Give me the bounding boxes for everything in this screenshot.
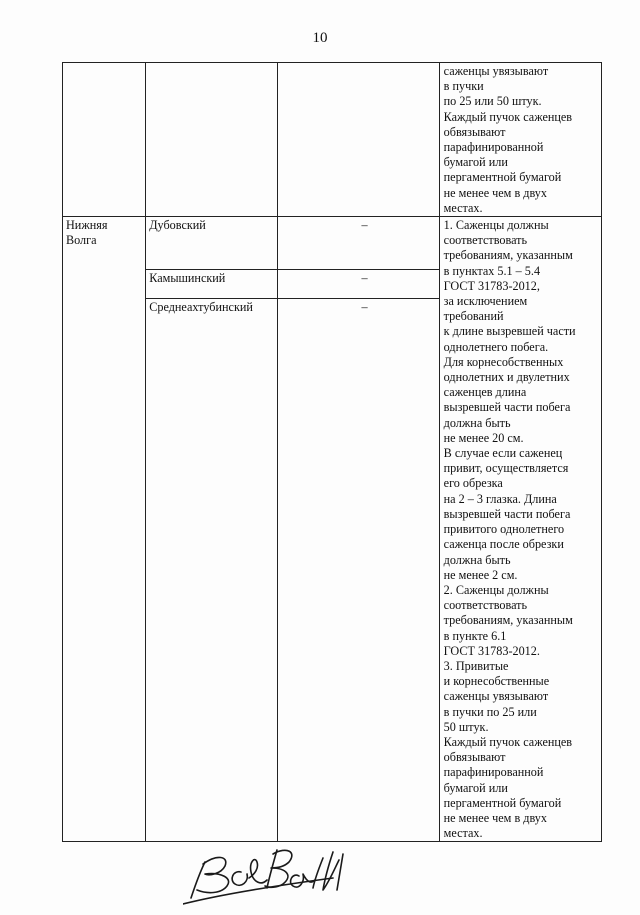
region-cell: [63, 217, 146, 842]
notes-line: требованиям, указанным: [443, 613, 573, 628]
notes-cell-continued: [439, 63, 601, 217]
region-name-line1: Нижняя: [66, 218, 108, 233]
notes-line: парафинированной: [443, 140, 544, 155]
notes-line: саженцы увязывают: [443, 64, 549, 78]
notes-line: Каждый пучок саженцев: [443, 109, 573, 124]
notes-line: и корнесобственные: [443, 674, 550, 689]
notes-line: пергаментной бумагой: [443, 170, 562, 185]
notes-line: его обрезка: [443, 476, 503, 491]
notes-line: соответствовать: [443, 598, 528, 613]
notes-line: в пунктах 5.1 – 5.4: [443, 263, 541, 278]
notes-cell-region: [439, 217, 601, 842]
notes-line: в пучки по 25 или: [443, 704, 537, 719]
notes-line: на 2 – 3 глазка. Длина: [443, 491, 557, 506]
handwritten-signature: [183, 832, 373, 907]
table-row-continued: [63, 63, 602, 217]
notes-line: в пучки: [443, 79, 484, 94]
notes-line: в пункте 6.1: [443, 628, 507, 643]
notes-line: Каждый пучок саженцев: [443, 734, 573, 749]
district-value: –: [361, 271, 368, 286]
notes-line: обвязывают: [443, 750, 506, 765]
notes-line: местах.: [443, 200, 483, 215]
notes-line: не менее 2 см.: [443, 567, 518, 582]
notes-line: 50 штук.: [443, 719, 489, 734]
notes-line: Для корнесобственных: [443, 354, 564, 369]
notes-line: требований: [443, 309, 504, 324]
page-number: 10: [312, 30, 328, 46]
district-name: Камышинский: [146, 270, 278, 299]
varieties-table: [62, 62, 602, 842]
notes-line: не менее чем в двух: [443, 185, 547, 200]
notes-line: однолетних и двулетних: [443, 370, 570, 385]
district-value-cell: [278, 299, 439, 842]
notes-line: за исключением: [443, 294, 528, 309]
notes-line: вызревшей части побега: [443, 400, 571, 415]
notes-line: привит, осуществляется: [443, 461, 569, 476]
notes-line: саженца после обрезки: [443, 537, 564, 552]
notes-line: ГОСТ 31783-2012.: [443, 643, 540, 658]
district-name: Среднеахтубинский: [146, 299, 278, 842]
notes-line: бумагой или: [443, 780, 508, 795]
district-value-cell: [278, 217, 439, 270]
notes-line: должна быть: [443, 415, 511, 430]
notes-line: вызревшей части побега: [443, 506, 571, 521]
notes-line: однолетнего побега.: [443, 339, 549, 354]
notes-line: пергаментной бумагой: [443, 795, 562, 810]
table-row-dubovsky: [63, 217, 602, 270]
district-name: Дубовский: [146, 217, 278, 270]
notes-line: парафинированной: [443, 765, 544, 780]
notes-line: к длине вызревшей части: [443, 324, 576, 339]
notes-line: 1. Саженцы должны: [443, 218, 549, 233]
notes-line: саженцев длина: [443, 385, 527, 400]
value-cell-empty: [278, 63, 439, 217]
notes-line: не менее чем в двух: [443, 810, 547, 825]
notes-line: саженцы увязывают: [443, 689, 549, 704]
notes-line: по 25 или 50 штук.: [443, 94, 542, 109]
district-value-cell: [278, 270, 439, 299]
notes-line: обвязывают: [443, 124, 506, 139]
region-name-line2: Волга: [66, 233, 97, 248]
notes-line: не менее 20 см.: [443, 430, 524, 445]
notes-line: привитого однолетнего: [443, 522, 565, 537]
notes-line: соответствовать: [443, 233, 528, 248]
district-value: –: [361, 218, 368, 233]
notes-line: местах.: [443, 826, 483, 841]
district-cell-empty: [146, 63, 278, 217]
notes-line: требованиям, указанным: [443, 248, 573, 263]
notes-line: бумагой или: [443, 155, 508, 170]
notes-line: должна быть: [443, 552, 511, 567]
notes-line: В случае если саженец: [443, 446, 563, 461]
notes-line: 2. Саженцы должны: [443, 582, 549, 597]
notes-line: ГОСТ 31783-2012,: [443, 278, 540, 293]
district-value: –: [361, 300, 368, 315]
notes-line: 3. Привитые: [443, 658, 509, 673]
region-cell-empty: [63, 63, 146, 217]
